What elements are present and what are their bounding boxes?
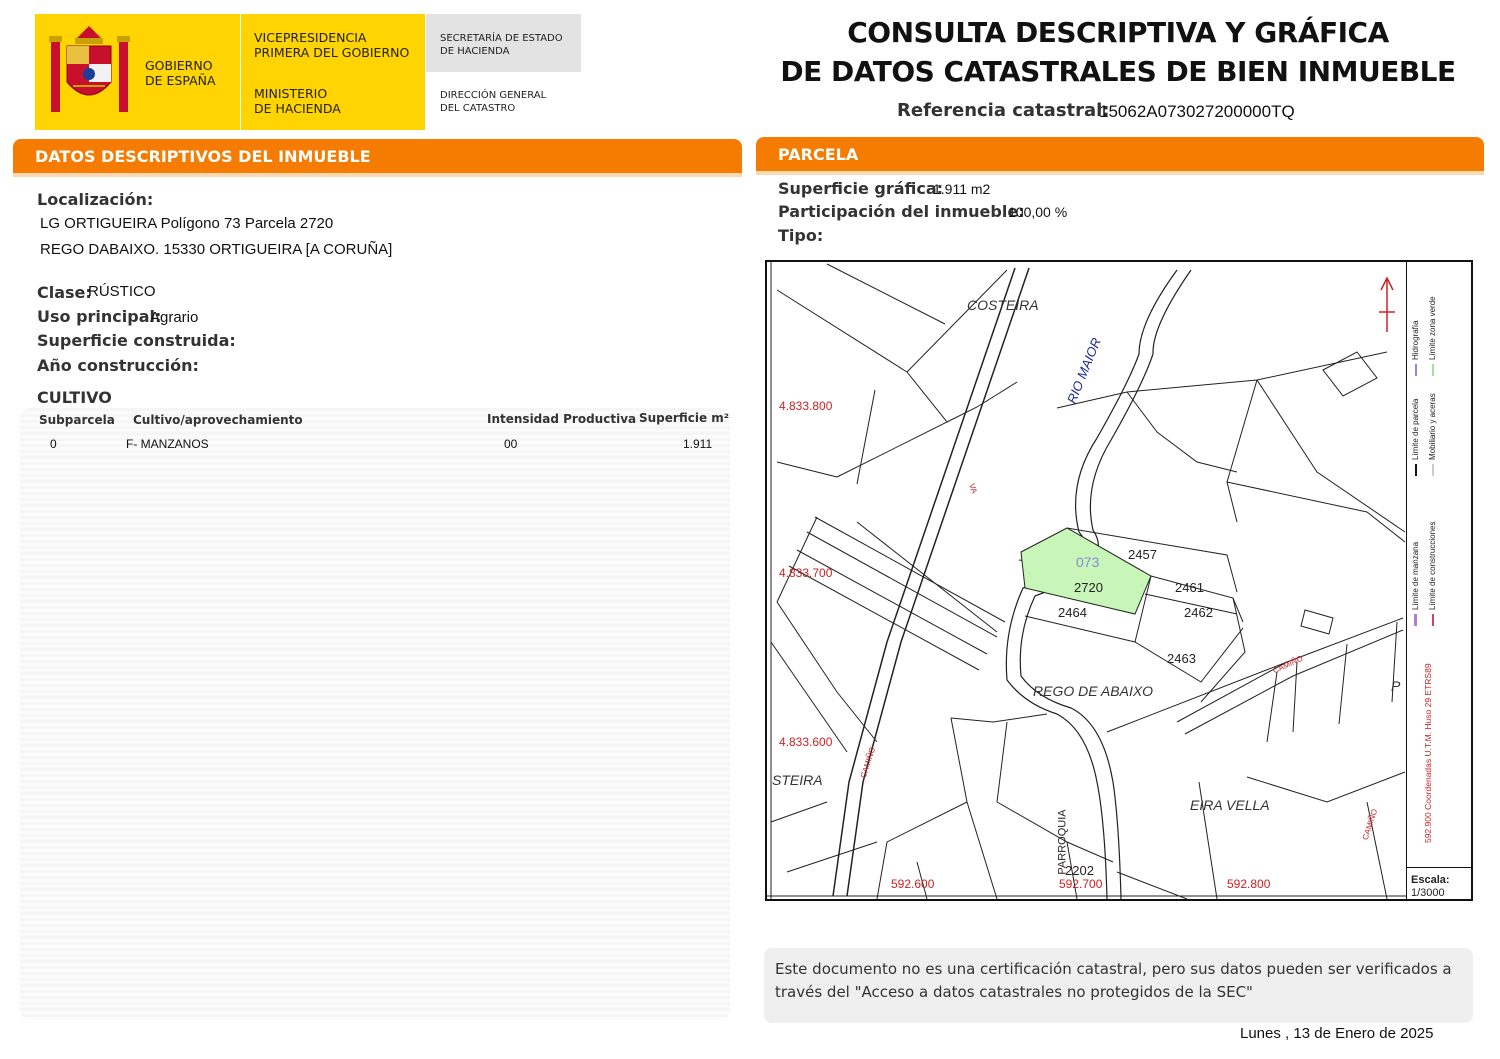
legend-swatch-hidrografia bbox=[1415, 364, 1417, 376]
notice-text: Este documento no es una certificación catastral, pero sus datos pueden ser verificados a través del "Acceso a datos catastrales no protegidos de la SEC" bbox=[775, 960, 1452, 1001]
document-date: Lunes , 13 de Enero de 2025 bbox=[1240, 1025, 1434, 1042]
legend-swatch-manzana bbox=[1414, 614, 1417, 626]
legend-zona-verde-text: Límite zona verde bbox=[1428, 296, 1437, 360]
direccion-line2: DEL CATASTRO bbox=[440, 103, 516, 114]
legend-mobiliario bbox=[1428, 366, 1440, 476]
parcela-header bbox=[756, 137, 1484, 171]
legend-swatch-parcela bbox=[1415, 464, 1417, 476]
localizacion-line2: REGO DABAIXO. 15330 ORTIGUEIRA [A CORUÑA] bbox=[40, 241, 393, 258]
parcel-2462: 2462 bbox=[1184, 605, 1213, 620]
parcel-2720: 2720 bbox=[1074, 580, 1103, 595]
road-label-camino-lower: CAMIÑO bbox=[1360, 807, 1380, 842]
x-coord-3: 592.800 bbox=[1227, 877, 1271, 891]
legend-zona-verde bbox=[1428, 266, 1440, 376]
col-header-cultivo: Cultivo/aprovechamiento bbox=[133, 413, 303, 427]
col-header-superficie: Superficie m² bbox=[639, 411, 730, 425]
gobierno-line2: DE ESPAÑA bbox=[145, 73, 216, 88]
road-label-va: VA bbox=[967, 482, 979, 495]
clase-value: RÚSTICO bbox=[88, 283, 156, 300]
north-arrow-icon bbox=[1379, 278, 1395, 332]
map-label-eira-vella: EIRA VELLA bbox=[1190, 797, 1270, 813]
participacion-label: Participación del inmueble: bbox=[778, 202, 1025, 221]
anio-construccion-label: Año construcción: bbox=[37, 356, 199, 375]
superficie-grafica-value: 1.911 m2 bbox=[933, 181, 991, 197]
referencia-value: 15062A073027200000TQ bbox=[1099, 102, 1295, 121]
legend-swatch-construcciones bbox=[1432, 614, 1434, 626]
parcel-line bbox=[827, 264, 945, 324]
parcel-2202: 2202 bbox=[1065, 863, 1094, 878]
secretaria-line1: SECRETARÍA DE ESTADO bbox=[440, 33, 563, 44]
page-title-line1: CONSULTA DESCRIPTIVA Y GRÁFICA bbox=[847, 16, 1389, 49]
direccion-line1: DIRECCIÓN GENERAL bbox=[440, 90, 547, 101]
table-cell-cultivo: F- MANZANOS bbox=[126, 437, 209, 451]
parcel-2457: 2457 bbox=[1128, 547, 1157, 562]
superficie-grafica-label: Superficie gráfica: bbox=[778, 179, 944, 198]
table-cell-subparcela: 0 bbox=[50, 437, 57, 451]
gobierno-line1: GOBIERNO bbox=[145, 58, 213, 73]
localizacion-line1: LG ORTIGUEIRA Polígono 73 Parcela 2720 bbox=[40, 215, 334, 232]
vicepresidencia-line1: VICEPRESIDENCIA bbox=[254, 30, 367, 45]
legend-limite-parcela-text: Límite de parcela bbox=[1411, 398, 1420, 460]
legend-mobiliario-text: Mobiliario y aceras bbox=[1428, 393, 1437, 460]
vicepresidencia-line2: PRIMERA DEL GOBIERNO bbox=[254, 45, 410, 60]
map-label-p: P bbox=[1391, 678, 1401, 694]
x-coord-1: 592.600 bbox=[891, 877, 935, 891]
legend-construcciones bbox=[1428, 486, 1440, 626]
page-title-line2: DE DATOS CATASTRALES DE BIEN INMUEBLE bbox=[780, 55, 1456, 88]
ministerio-line2: DE HACIENDA bbox=[254, 101, 341, 116]
parcel-2461: 2461 bbox=[1175, 580, 1204, 595]
parcel-2463: 2463 bbox=[1167, 651, 1196, 666]
map-label-rego-de-abaixo: REGO DE ABAIXO bbox=[1033, 683, 1154, 699]
crs-label: 592.900 Coordenadas U.T.M. Huso 29 ETRS89 bbox=[1423, 663, 1433, 843]
y-coord-1: 4.833.800 bbox=[779, 399, 833, 413]
logo-divider bbox=[240, 14, 241, 130]
datos-descriptivos-header bbox=[13, 139, 742, 173]
uso-principal-value: Agrario bbox=[150, 309, 199, 326]
legend-hidrografia bbox=[1411, 286, 1423, 376]
y-coord-2: 4.833.700 bbox=[779, 566, 833, 580]
table-cell-superficie: 1.911 bbox=[683, 437, 713, 451]
cultivo-title: CULTIVO bbox=[37, 388, 112, 407]
x-coord-2: 592.700 bbox=[1059, 877, 1103, 891]
map-label-parroquia: PARROQUIA bbox=[1056, 809, 1069, 875]
superficie-construida-label: Superficie construida: bbox=[37, 331, 236, 350]
referencia-label: Referencia catastral: bbox=[897, 100, 1110, 121]
secretaria-text bbox=[440, 32, 563, 58]
y-coord-3: 4.833.600 bbox=[779, 735, 833, 749]
coat-of-arms-icon bbox=[47, 24, 132, 116]
parcela-title: PARCELA bbox=[778, 145, 859, 164]
scale-value: 1/3000 bbox=[1411, 887, 1445, 899]
parcel-2464: 2464 bbox=[1058, 605, 1087, 620]
ministerio-line1: MINISTERIO bbox=[254, 86, 328, 101]
participacion-value: 100,00 % bbox=[1008, 204, 1068, 220]
legend-construcciones-text: Límite de construcciones bbox=[1428, 521, 1437, 610]
map-label-costeira: COSTEIRA bbox=[967, 297, 1039, 313]
ministerio-text bbox=[254, 86, 341, 116]
uso-principal-label: Uso principal: bbox=[37, 307, 162, 326]
gobierno-text bbox=[145, 58, 216, 88]
selected-parcel-2720 bbox=[1021, 528, 1151, 614]
road-label-camino-right: CAMIÑO bbox=[1271, 653, 1305, 676]
legend-manzana bbox=[1411, 506, 1423, 626]
scale-label: Escala: bbox=[1411, 874, 1450, 886]
tipo-label: Tipo: bbox=[778, 226, 824, 245]
legend-hidrografia-text: Hidrografía bbox=[1411, 320, 1420, 360]
clase-label: Clase: bbox=[37, 283, 92, 302]
localizacion-label: Localización: bbox=[37, 190, 154, 209]
vicepresidencia-text bbox=[254, 30, 409, 60]
right-bar-shadow bbox=[756, 171, 1484, 175]
legend-manzana-text: Límite de manzana bbox=[1411, 541, 1420, 610]
secretaria-line2: DE HACIENDA bbox=[440, 46, 510, 57]
cultivo-table bbox=[20, 408, 730, 1020]
legend-swatch-mobiliario bbox=[1432, 464, 1434, 476]
col-header-intensidad: Intensidad Productiva bbox=[487, 412, 637, 426]
polygon-number: 073 bbox=[1076, 554, 1100, 570]
datos-descriptivos-title: DATOS DESCRIPTIVOS DEL INMUEBLE bbox=[35, 147, 371, 166]
table-cell-intensidad: 00 bbox=[504, 437, 518, 451]
direccion-text bbox=[440, 89, 546, 115]
road-label-camino-left: CAMIÑO bbox=[858, 745, 878, 780]
col-header-subparcela: Subparcela bbox=[39, 413, 115, 427]
river-label: RIO MAIOR bbox=[1064, 335, 1104, 406]
map-label-steira: STEIRA bbox=[772, 772, 823, 788]
left-bar-shadow bbox=[13, 173, 742, 177]
